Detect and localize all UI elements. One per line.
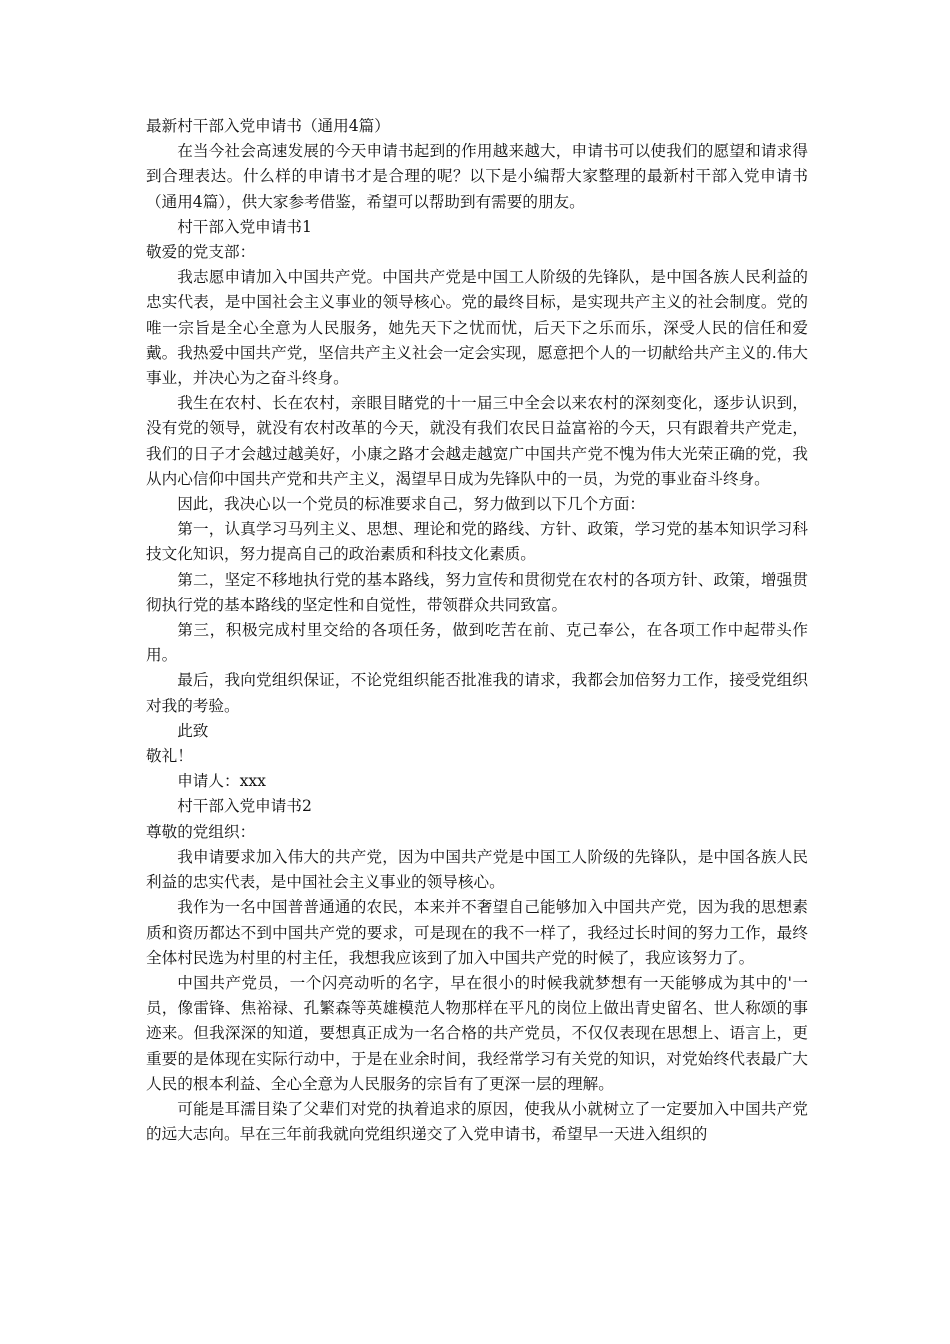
- letter1-paragraph-1: 我志愿申请加入中国共产党。中国共产党是中国工人阶级的先锋队，是中国各族人民利益的忠实代表，是中国社会主义事业的领导核心。党的最终目标，是实现共产主义的社会制度。党的唯一宗旨是全心全意为人民服务，她先天下之忧而忧，后天下之乐而乐，深受人民的信任和爱戴。我热爱中国共产党，坚信共产主义社会一定会实现，愿意把个人的一切献给共产主义的.伟大事业，并决心为之奋斗终身。: [146, 268, 808, 388]
- letter1-paragraph-7: 最后，我向党组织保证，不论党组织能否批准我的请求，我都会加倍努力工作，接受党组织对我的考验。: [146, 671, 808, 715]
- letter1-paragraph-3: 因此，我决心以一个党员的标准要求自己，努力做到以下几个方面：: [177, 495, 646, 514]
- letter1-applicant: 申请人：xxx: [177, 772, 266, 791]
- letter1-closing-2: 敬礼！: [146, 747, 193, 766]
- document-page: [146, 114, 808, 1147]
- intro-paragraph: 在当今社会高速发展的今天申请书起到的作用越来越大，申请书可以使我们的愿望和请求得到合理表达。什么样的申请书才是合理的呢？以下是小编帮大家整理的最新村干部入党申请书（通用4篇），供大家参考借鉴，希望可以帮助到有需要的朋友。: [146, 142, 808, 211]
- letter1-paragraph-2: 我生在农村、长在农村，亲眼目睹党的十一届三中全会以来农村的深刻变化，逐步认识到，没有党的领导，就没有农村改革的今天，就没有我们农民日益富裕的今天，只有跟着共产党走，我们的日子才会越过越美好，小康之路才会越走越宽广中国共产党不愧为伟大光荣正确的党，我从内心信仰中国共产党和共产主义，渴望早日成为先锋队中的一员，为党的事业奋斗终身。: [146, 394, 808, 488]
- letter2-paragraph-3: 中国共产党员，一个闪亮动听的名字，早在很小的时候我就梦想有一天能够成为其中的'一员，像雷锋、焦裕禄、孔繁森等英雄模范人物那样在平凡的岗位上做出青史留名、世人称颂的事迹来。但我深深的知道，要想真正成为一名合格的共产党员，不仅仅表现在思想上、语言上，更重要的是体现在实际行动中，于是在业余时间，我经常学习有关党的知识，对党始终代表最广大人民的根本利益、全心全意为人民服务的宗旨有了更深一层的理解。: [146, 973, 808, 1093]
- letter2-paragraph-2: 我作为一名中国普普通通的农民，本来并不奢望自己能够加入中国共产党，因为我的思想素质和资历都达不到中国共产党的要求，可是现在的我不一样了，我经过长时间的努力工作，最终全体村民选为村里的村主任，我想我应该到了加入中国共产党的时候了，我应该努力了。: [146, 898, 808, 967]
- letter1-paragraph-6: 第三，积极完成村里交给的各项任务，做到吃苦在前、克己奉公，在各项工作中起带头作用。: [146, 621, 808, 665]
- letter1-heading: 村干部入党申请书1: [177, 217, 312, 236]
- letter2-paragraph-1: 我申请要求加入伟大的共产党，因为中国共产党是中国工人阶级的先锋队，是中国各族人民利益的忠实代表，是中国社会主义事业的领导核心。: [146, 847, 808, 892]
- letter1-salutation: 敬爱的党支部：: [146, 243, 256, 262]
- letter1-paragraph-5: 第二，坚定不移地执行党的基本路线，努力宣传和贯彻党在农村的各项方针、政策，增强贯彻执行党的基本路线的坚定性和自觉性，带领群众共同致富。: [146, 570, 808, 614]
- document-title: 最新村干部入党申请书（通用4篇）: [146, 117, 390, 135]
- letter2-paragraph-4: 可能是耳濡目染了父辈们对党的执着追求的原因，使我从小就树立了一定要加入中国共产党的远大志向。早在三年前我就向党组织递交了入党申请书，希望早一天进入组织的: [146, 1099, 808, 1144]
- letter1-closing-1: 此致: [177, 721, 209, 740]
- letter1-paragraph-4: 第一，认真学习马列主义、思想、理论和党的路线、方针、政策，学习党的基本知识学习科技文化知识，努力提高自己的政治素质和科技文化素质。: [146, 520, 808, 564]
- letter2-salutation: 尊敬的党组织：: [146, 822, 256, 841]
- letter2-heading: 村干部入党申请书2: [177, 797, 312, 816]
